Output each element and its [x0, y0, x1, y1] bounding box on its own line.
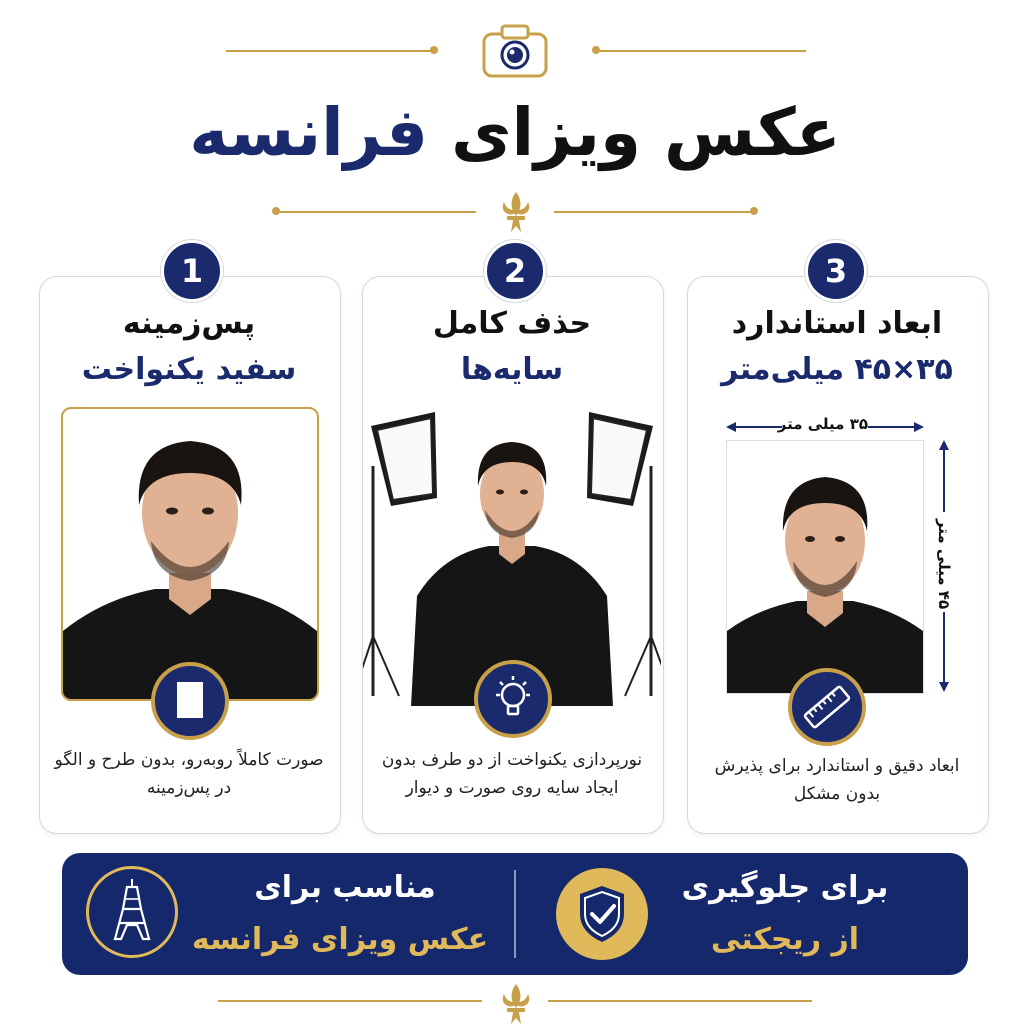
fleur-de-lis-icon	[496, 982, 536, 1026]
height-label: ۴۵ میلی متر	[935, 518, 953, 610]
step-number-badge: 2	[484, 240, 546, 302]
width-label: ۳۵ میلی متر	[777, 415, 868, 433]
header-divider-left	[226, 50, 436, 52]
card-subtitle: سفید یکنواخت	[81, 352, 297, 387]
step-number-badge: 3	[805, 240, 867, 302]
card-description: صورت کاملاً روبه‌رو، بدون طرح و الگو در پس‌زمینه	[54, 750, 324, 798]
header-divider-right	[596, 50, 806, 52]
card-description: ابعاد دقیق و استاندارد برای پذیرش بدون مشکل	[714, 756, 960, 804]
card-title: ابعاد استاندارد	[731, 306, 943, 341]
page-title	[0, 88, 1030, 178]
divider-dot	[750, 207, 758, 215]
banner-left-line2: عکس ویزای فرانسه	[191, 922, 489, 957]
subtitle-divider-left	[276, 211, 476, 213]
card-title: حذف کامل	[432, 306, 592, 341]
banner-right-line2: از ریجکتی	[710, 922, 860, 957]
lightbulb-icon	[474, 660, 552, 738]
card-description: نورپردازی یکنواخت از دو طرف بدون ایجاد سایه روی صورت و دیوار	[381, 750, 643, 798]
white-background-photo	[61, 407, 319, 701]
eiffel-tower-icon	[86, 866, 178, 958]
camera-icon	[480, 20, 550, 80]
footer-divider-right	[548, 1000, 812, 1002]
blank-page-icon	[151, 662, 229, 740]
banner-right-line1: برای جلوگیری	[681, 870, 889, 905]
subtitle-divider-right	[554, 211, 754, 213]
footer-divider-left	[218, 1000, 482, 1002]
ruler-icon	[788, 668, 866, 746]
divider-dot	[592, 46, 600, 54]
title-part-navy: فرانسه	[189, 94, 429, 171]
divider-dot	[430, 46, 438, 54]
fleur-de-lis-icon	[496, 190, 536, 234]
card-subtitle: ۳۵×۴۵ میلی‌متر	[721, 352, 953, 387]
divider-dot	[272, 207, 280, 215]
title-part-black: عکس ویزای	[451, 94, 841, 171]
banner-left-line1: مناسب برای	[254, 870, 436, 905]
banner-divider	[514, 870, 516, 958]
passport-photo-sample	[726, 440, 924, 694]
card-title: پس‌زمینه	[122, 306, 256, 341]
step-number-badge: 1	[161, 240, 223, 302]
card-subtitle: سایه‌ها	[460, 352, 564, 387]
shield-check-icon	[556, 868, 648, 960]
